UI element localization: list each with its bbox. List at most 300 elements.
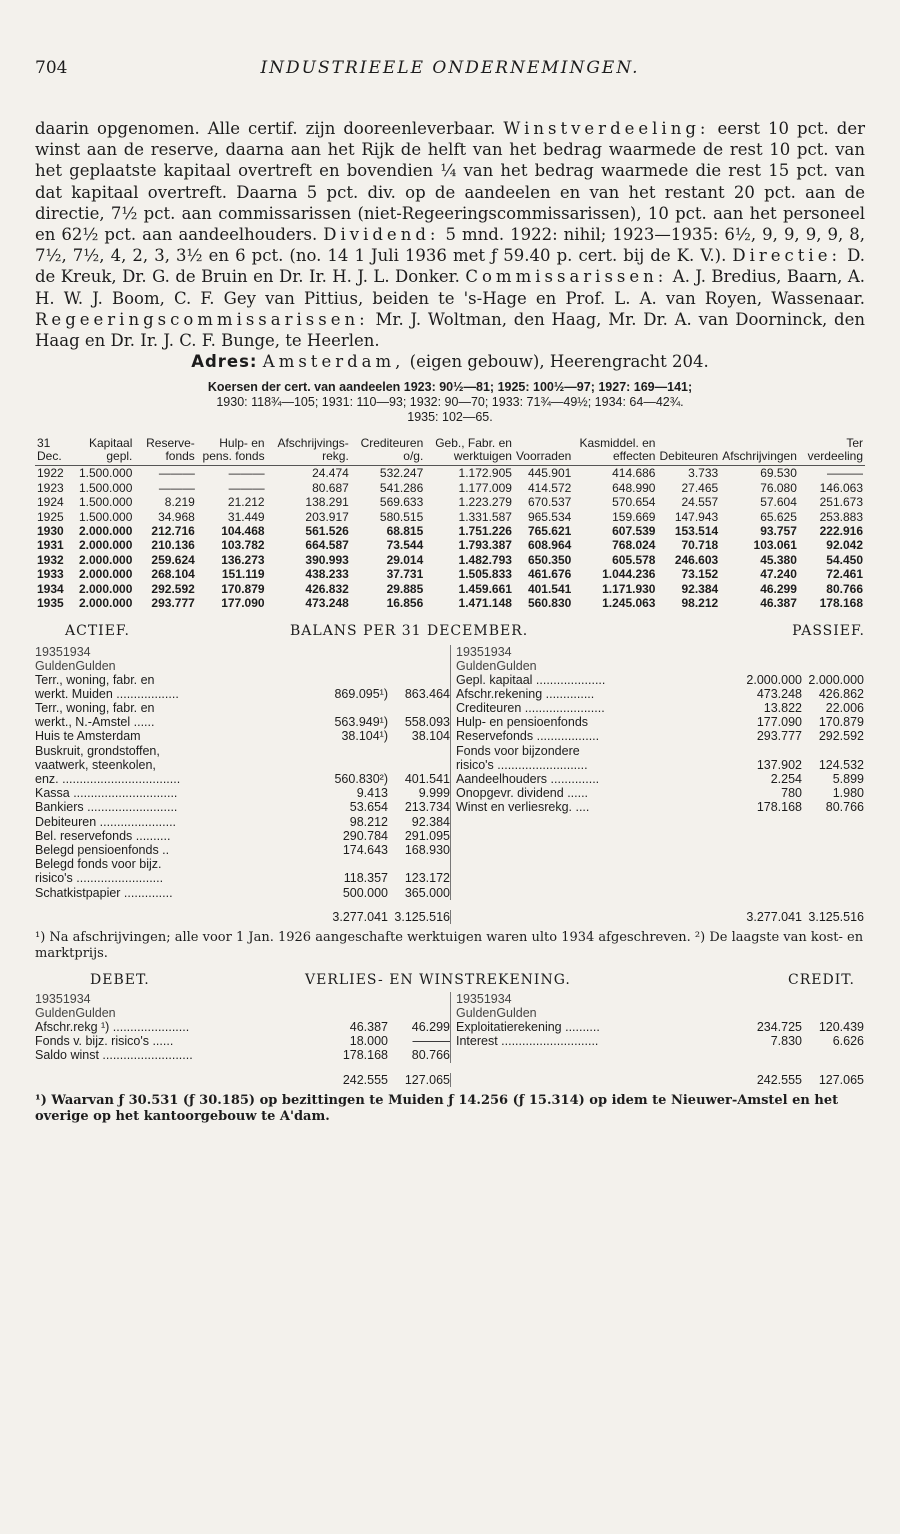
table-cell: ——— (228, 480, 265, 495)
item-label: risico's .......................... (456, 757, 588, 772)
item-value: 234.725 (756, 1019, 802, 1034)
balans-columns (35, 645, 865, 900)
item-value: 473.248 (756, 686, 802, 701)
table-cell: 159.669 (612, 509, 656, 524)
item-value (388, 673, 450, 687)
actief-column (35, 645, 450, 900)
table-cell: 765.621 (527, 524, 572, 539)
item-label: Terr., woning, fabr. en (35, 672, 155, 687)
table-cell: 46.387 (760, 596, 797, 611)
list-item (456, 758, 864, 772)
dividend-label: Dividend: (323, 225, 440, 245)
table-cell: 151.119 (221, 567, 265, 582)
table-cell: 29.014 (386, 552, 424, 567)
item-label: Schatkistpapier .............. (35, 885, 173, 900)
table-row (35, 524, 865, 538)
table-cell: 93.757 (760, 524, 797, 539)
table-cell: 138.291 (305, 495, 349, 510)
item-value: 46.387 (349, 1019, 388, 1034)
item-value: 174.643 (342, 842, 388, 857)
table-cell: 136.273 (221, 552, 265, 567)
table-cell: 47.240 (760, 567, 797, 582)
list-item (35, 758, 450, 772)
table-cell: 1.500.000 (78, 466, 133, 481)
column-header: 31 Dec. (35, 437, 71, 466)
list-item (456, 701, 864, 715)
item-label: Interest ............................ (456, 1034, 599, 1049)
item-value: 9.999 (418, 786, 450, 801)
table-cell: 605.578 (612, 552, 656, 567)
item-value: 92.384 (411, 814, 450, 829)
table-cell: 608.964 (527, 538, 572, 553)
item-value: 560.830²) (334, 771, 388, 786)
table-body (35, 466, 865, 611)
list-item (456, 772, 864, 786)
list-item (35, 673, 450, 687)
table-cell: 31.449 (227, 509, 265, 524)
item-label: Buskruit, grondstoffen, (35, 743, 160, 758)
table-cell: 104.468 (221, 524, 265, 539)
table-cell: 45.380 (760, 552, 797, 567)
list-item (35, 786, 450, 800)
balans-footnote: ¹) Na afschrijvingen; alle voor 1 Jan. 1926 aangeschafte werktuigen waren ulto 1934 afgeschreven. ²) De laagste van kost- en marktprijs. (35, 929, 864, 961)
table-cell: ——— (228, 466, 265, 481)
vw-total-right-1934: 127.065 (818, 1072, 864, 1087)
table-cell: 246.603 (674, 552, 719, 567)
item-value: 98.212 (349, 814, 388, 829)
table-cell: 670.537 (527, 495, 572, 510)
table-cell: 1932 (37, 552, 64, 567)
debet-column: 1935 1934 Gulden Gulden Afschr.rekg ¹) ...................... 46.387 46.299 Fonds v. bijz. risico's ...... 18.000 ——— Saldo winst .......................... 178.168 80.766 (35, 991, 450, 1063)
table-row (35, 510, 865, 524)
list-item (456, 729, 864, 743)
table-cell: 561.526 (305, 524, 349, 539)
item-label: Belegd pensioenfonds .. (35, 842, 170, 857)
item-value: 1.980 (832, 786, 864, 801)
table-cell: 1.500.000 (78, 495, 133, 510)
vw-total-right-1935: 242.555 (756, 1072, 802, 1087)
table-row (35, 553, 865, 567)
list-item (456, 715, 864, 729)
item-label: Aandeelhouders .............. (456, 771, 600, 786)
table-cell: 414.572 (527, 480, 572, 495)
table-cell: 46.299 (760, 581, 797, 596)
item-label: vaatwerk, steenkolen, (35, 757, 156, 772)
item-value: 863.464 (404, 686, 450, 701)
item-value: 18.000 (349, 1034, 388, 1049)
koersen-line-3: 1935: 102—65. (407, 410, 493, 425)
item-value (320, 701, 388, 715)
table-cell: 73.544 (386, 538, 424, 553)
column-header: Debiteuren (657, 437, 720, 466)
table-cell: 2.000.000 (78, 524, 133, 539)
item-value: 46.299 (411, 1019, 450, 1034)
item-value: 177.090 (756, 715, 802, 730)
adres-label: Adres: (191, 352, 258, 372)
item-value: 13.822 (763, 700, 802, 715)
balans-totals (35, 910, 865, 924)
table-cell: 1.177.009 (458, 480, 512, 495)
item-value: 869.095¹) (334, 686, 388, 701)
item-value: 120.439 (818, 1019, 864, 1034)
list-item (35, 800, 450, 814)
table-cell: 92.384 (681, 581, 719, 596)
regeeringscommissarissen-label: Regeeringscommissarissen: (35, 309, 369, 329)
item-value: 213.734 (404, 800, 450, 815)
item-label: Terr., woning, fabr. en (35, 700, 155, 715)
item-value (388, 744, 450, 758)
column-header: Reserve-fonds (134, 437, 196, 466)
item-label: Fonds voor bijzondere (456, 743, 580, 758)
table-row (35, 495, 865, 509)
table-cell: 648.990 (612, 480, 656, 495)
table-cell: ——— (158, 466, 195, 481)
item-label: Afschr.rekg ¹) ...................... (35, 1019, 190, 1034)
table-cell: 1930 (37, 524, 64, 539)
item-label: Winst en verliesrekg. .... (456, 800, 590, 815)
table-cell: 607.539 (612, 524, 656, 539)
table-cell: 24.474 (312, 466, 349, 481)
table-cell: 34.968 (158, 509, 195, 524)
table-cell: 153.514 (674, 524, 719, 539)
table-cell: 92.042 (826, 538, 863, 553)
table-cell: 80.687 (312, 480, 349, 495)
list-item (456, 786, 864, 800)
table-cell: 103.061 (753, 538, 797, 553)
item-label: enz. .................................. (35, 771, 181, 786)
list-item (35, 715, 450, 729)
item-value: 426.862 (818, 686, 864, 701)
item-value: 365.000 (404, 885, 450, 900)
table-cell: 1.482.793 (458, 552, 512, 567)
list-item (35, 687, 450, 701)
table-cell: 292.592 (151, 581, 195, 596)
vw-title: VERLIES- EN WINSTREKENING. (305, 971, 571, 988)
financial-history-table (35, 437, 865, 610)
table-cell: 68.815 (386, 524, 424, 539)
column-header: Hulp- en pens. fonds (197, 437, 267, 466)
list-item (456, 1034, 864, 1048)
table-cell: 1.505.833 (458, 567, 512, 582)
item-label: Kassa .............................. (35, 786, 178, 801)
item-value: 53.654 (349, 800, 388, 815)
column-header: Afschrijvingen (720, 437, 799, 466)
item-value: 22.006 (825, 700, 864, 715)
table-row (35, 596, 865, 610)
table-cell: 54.450 (826, 552, 863, 567)
table-row (35, 567, 865, 581)
credit-list (456, 1020, 864, 1048)
column-header: Crediteuren o/g. (351, 437, 425, 466)
table-cell: 29.885 (386, 581, 424, 596)
table-cell: 1.245.063 (602, 596, 656, 611)
debet-list (35, 1020, 450, 1063)
table-cell: 210.136 (151, 538, 195, 553)
item-label: Gepl. kapitaal .................... (456, 672, 606, 687)
list-item (35, 701, 450, 715)
table-cell: 76.080 (760, 480, 797, 495)
table-cell: 1922 (37, 466, 64, 481)
table-cell: 461.676 (527, 567, 572, 582)
item-label: Debiteuren ...................... (35, 814, 177, 829)
item-label: Bel. reservefonds .......... (35, 828, 171, 843)
balans-total-right-1935: 3.277.041 (746, 909, 802, 924)
table-cell: 390.993 (305, 552, 349, 567)
list-item (35, 843, 450, 857)
table-cell: 72.461 (826, 567, 863, 582)
table-cell: 1.471.148 (458, 596, 512, 611)
adres-rest: (eigen gebouw), Heerengracht 204. (404, 352, 709, 372)
table-cell: 2.000.000 (78, 538, 133, 553)
item-value (802, 744, 864, 758)
table-cell: 27.465 (681, 480, 719, 495)
item-label: Exploitatierekening .......... (456, 1019, 600, 1034)
table-cell: 24.557 (681, 495, 719, 510)
item-value: 290.784 (342, 828, 388, 843)
item-value: 38.104 (411, 729, 450, 744)
table-cell: 664.587 (305, 538, 349, 553)
table-cell: 147.943 (674, 509, 719, 524)
table-cell: 1935 (37, 596, 64, 611)
item-value (734, 744, 802, 758)
table-row (35, 481, 865, 495)
item-label: Onopgevr. dividend ...... (456, 786, 589, 801)
table-cell: 259.624 (151, 552, 195, 567)
table-cell: 768.024 (612, 538, 656, 553)
item-label: Bankiers .......................... (35, 800, 178, 815)
table-cell: 170.879 (221, 581, 265, 596)
table-cell: 1.459.661 (458, 581, 512, 596)
item-value: 80.766 (825, 800, 864, 815)
actief-list (35, 673, 450, 900)
column-header: Ter verdeeling (799, 437, 865, 466)
actief-unit-header: Gulden Gulden (35, 658, 116, 673)
table-cell: 69.530 (760, 466, 797, 481)
item-value: 178.168 (342, 1048, 388, 1063)
item-value: ——— (412, 1034, 450, 1049)
koersen-line-1: Koersen der cert. van aandeelen 1923: 90½—81; 1925: 100½—97; 1927: 169—141; (207, 380, 693, 395)
text-directie: D. de Kreuk, Dr. G. de Bruin en Dr. Ir. H. J. L. Donker. (35, 246, 865, 287)
vw-totals (35, 1073, 865, 1087)
debet-title: DEBET. (90, 971, 150, 988)
list-item (35, 871, 450, 885)
table-cell: 73.152 (681, 567, 719, 582)
item-label: werkt. Muiden .................. (35, 686, 179, 701)
balans-title: BALANS PER 31 DECEMBER. (290, 622, 529, 639)
page (35, 58, 865, 1125)
item-value: 38.104¹) (341, 729, 388, 744)
table-cell: 2.000.000 (78, 567, 133, 582)
item-label: risico's ......................... (35, 871, 164, 886)
table-cell: 445.901 (527, 466, 572, 481)
column-header: Kapitaal gepl. (71, 437, 135, 466)
table-cell: 580.515 (379, 509, 424, 524)
passief-list (456, 673, 864, 815)
item-value: 7.830 (770, 1034, 802, 1049)
vw-total-left-1934: 127.065 (404, 1072, 450, 1087)
directie-label: Directie: (732, 246, 842, 266)
text-commissarissen: A. J. Bredius, Baarn, A. H. W. J. Boom, C. F. Gey van Pittius, beiden te 's-Hage en Prof. L. A. van Royen, Wassenaar. (35, 267, 865, 308)
credit-title: CREDIT. (788, 971, 855, 988)
page-header (35, 58, 865, 88)
table-cell: 560.830 (527, 596, 572, 611)
table-row (35, 538, 865, 552)
table-cell: 1933 (37, 567, 64, 582)
passief-unit-header: Gulden Gulden (456, 658, 537, 673)
table-cell: 212.716 (151, 524, 195, 539)
table-cell: 1.172.905 (458, 466, 512, 481)
table-cell: 1924 (37, 495, 64, 510)
item-value (320, 673, 388, 687)
table-cell: 70.718 (681, 538, 719, 553)
table-cell: 16.856 (386, 596, 424, 611)
passief-year-header: 1935 1934 (456, 644, 512, 659)
table-cell: 570.654 (612, 495, 656, 510)
koersen-line-2: 1930: 118¾—105; 1931: 110—93; 1932: 90—70; 1933: 71¾—49½; 1934: 64—42¾. (216, 395, 684, 410)
list-item (35, 729, 450, 743)
vw-header (35, 972, 865, 992)
item-value: 780 (781, 786, 802, 801)
item-value (388, 857, 450, 871)
table-cell: 1.171.930 (602, 581, 656, 596)
page-number: 704 (35, 58, 68, 78)
list-item (35, 1048, 450, 1062)
item-label: Fonds v. bijz. risico's ...... (35, 1034, 174, 1049)
item-value: 563.949¹) (334, 715, 388, 730)
balans-total-right-1934: 3.125.516 (808, 909, 864, 924)
table-cell: 80.766 (826, 581, 863, 596)
item-value: 168.930 (404, 842, 450, 857)
table-cell: 541.286 (379, 480, 424, 495)
table-cell: 3.733 (688, 466, 719, 481)
list-item (35, 857, 450, 871)
item-label: Hulp- en pensioenfonds (456, 715, 589, 730)
vw-total-left-1935: 242.555 (342, 1072, 388, 1087)
table-header-row (35, 437, 865, 466)
column-header: Voorraden (514, 437, 573, 466)
item-label: Huis te Amsterdam (35, 729, 141, 744)
table-cell: 473.248 (305, 596, 349, 611)
column-header: Kasmiddel. en effecten (573, 437, 657, 466)
company-description (35, 118, 865, 372)
table-cell: 268.104 (151, 567, 195, 582)
item-label: werkt., N.-Amstel ...... (35, 715, 155, 730)
item-label: Crediteuren ....................... (456, 700, 605, 715)
text-regeeringscommissarissen: Mr. J. Woltman, den Haag, Mr. Dr. A. van Doorninck, den Haag en Dr. Ir. J. C. F. Bunge, te Heerlen. (35, 309, 865, 351)
text-winstverdeeling: eerst 10 pct. der winst aan de reserve, daarna aan het Rijk de helft van het bedrag waarmede de rest 10 pct. van het geplaatste kapitaal overtreft en bovendien ¼ van het bedrag waarmede die rest 15 pct. van dat kapitaal overtreft. Daarna 5 pct. div. op de aandeelen en van het restant 20 pct. aan de directie, 7½ pct. aan commissarissen (niet-Regeeringscommissarissen), 10 pct. aan het personeel en 62½ pct. aan aandeelhouders. (35, 119, 865, 245)
table-cell: 569.633 (379, 495, 424, 510)
table-cell: 2.000.000 (78, 596, 133, 611)
table-cell: 57.604 (760, 495, 797, 510)
table-cell: 177.090 (221, 596, 265, 611)
vw-footnote: ¹) Waarvan ƒ 30.531 (ƒ 30.185) op bezittingen te Muiden ƒ 14.256 (ƒ 15.314) op idem te Nieuwer-Amstel en het overige op het kantoorgebouw te A'dam. (35, 1092, 839, 1124)
list-item (456, 744, 864, 758)
adres-city: Amsterdam, (262, 352, 405, 372)
item-value: 80.766 (411, 1048, 450, 1063)
table-cell: ——— (158, 480, 195, 495)
list-item (35, 1034, 450, 1048)
table-cell: 222.916 (819, 524, 863, 539)
table-cell: 1923 (37, 480, 64, 495)
table-cell: 37.731 (386, 567, 424, 582)
item-value: 124.532 (818, 757, 864, 772)
table-cell: 965.534 (527, 509, 572, 524)
item-value: 5.899 (832, 771, 864, 786)
list-item (456, 800, 864, 814)
list-item (35, 829, 450, 843)
list-item (35, 815, 450, 829)
item-value (388, 758, 450, 772)
item-value (320, 744, 388, 758)
balans-total-left-1934: 3.125.516 (394, 909, 450, 924)
item-label: Afschr.rekening .............. (456, 686, 595, 701)
credit-column: 1935 1934 Gulden Gulden Exploitatierekening .......... 234.725 120.439 Interest ............................ 7.830 6.626 (450, 992, 864, 1063)
item-value: 401.541 (404, 771, 450, 786)
table-cell: 650.350 (527, 552, 572, 567)
list-item (35, 772, 450, 786)
column-header: Geb., Fabr. en werktuigen (425, 437, 514, 466)
item-value: 2.000.000 (808, 672, 864, 687)
list-item (35, 1020, 450, 1034)
column-header: Afschrijvings-rekg. (267, 437, 351, 466)
item-value: 500.000 (342, 885, 388, 900)
table-cell: 532.247 (379, 466, 424, 481)
text-dividend: 5 mnd. 1922: nihil; 1923—1935: 6½, 9, 9, 9, 9, 8, 7½, 7½, 4, 2, 3, 3½ en 6 pct. (no. 14 1 Juli 1936 met ƒ 59.40 p. cert. bij de K. V.). (35, 225, 865, 266)
passief-column (450, 645, 864, 900)
vw-columns (35, 992, 865, 1063)
table-cell: 293.777 (151, 596, 195, 611)
table-cell: 253.883 (819, 509, 863, 524)
list-item (35, 744, 450, 758)
table-cell: 2.000.000 (78, 581, 133, 596)
item-value: 558.093 (404, 715, 450, 730)
table-cell: 1.793.387 (458, 538, 512, 553)
passief-title: PASSIEF. (792, 622, 865, 639)
table-cell: 178.168 (819, 596, 863, 611)
item-value: 123.172 (404, 871, 450, 886)
item-label: Belegd fonds voor bijz. (35, 857, 162, 872)
item-value: 293.777 (756, 729, 802, 744)
item-value: 137.902 (756, 757, 802, 772)
item-value: 6.626 (832, 1034, 864, 1049)
item-value: 178.168 (756, 800, 802, 815)
table-cell: 2.000.000 (78, 552, 133, 567)
item-value: 2.254 (770, 771, 802, 786)
table-cell: 1931 (37, 538, 64, 553)
table-cell: 414.686 (612, 466, 656, 481)
table-cell: 426.832 (305, 581, 349, 596)
list-item (456, 1020, 864, 1034)
table-cell: 98.212 (681, 596, 719, 611)
table-cell: 103.782 (221, 538, 265, 553)
item-value: 2.000.000 (746, 672, 802, 687)
table-cell: 146.063 (819, 480, 863, 495)
actief-year-header: 1935 1934 (35, 644, 91, 659)
item-value (320, 857, 388, 871)
table-cell: 1.044.236 (602, 567, 656, 582)
table-cell: 1.751.226 (458, 524, 512, 539)
table-cell: 203.917 (305, 509, 349, 524)
table-cell: 251.673 (819, 495, 863, 510)
table-cell: 1.500.000 (78, 480, 133, 495)
balans-total-left-1935: 3.277.041 (332, 909, 388, 924)
table-cell: 1.331.587 (458, 509, 512, 524)
table-cell: 438.233 (305, 567, 349, 582)
table-row (35, 582, 865, 596)
table-cell: 21.212 (227, 495, 265, 510)
table-cell: 1.500.000 (78, 509, 133, 524)
item-value (388, 701, 450, 715)
